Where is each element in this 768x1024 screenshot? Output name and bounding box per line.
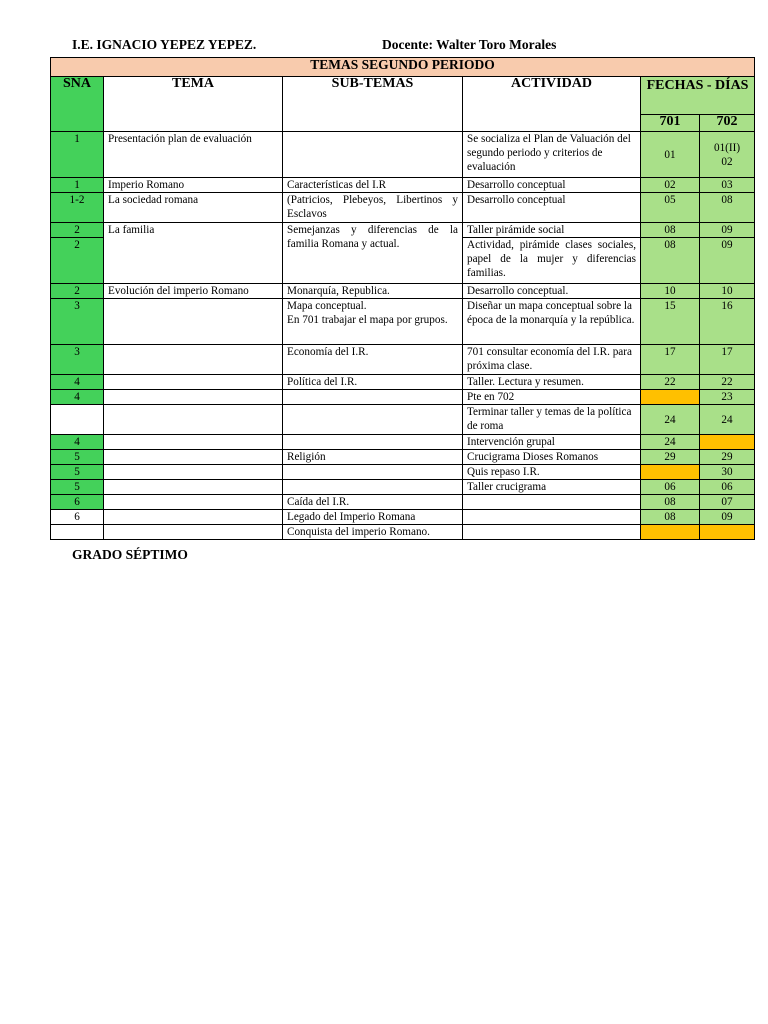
actividad-cell bbox=[463, 525, 641, 540]
actividad-cell: 701 consultar economía del I.R. para próxima clase. bbox=[463, 345, 641, 375]
sna-cell: 1-2 bbox=[51, 193, 104, 223]
date-701-cell bbox=[641, 525, 700, 540]
actividad-cell: Quis repaso I.R. bbox=[463, 465, 641, 480]
date-702-cell: 29 bbox=[700, 450, 755, 465]
page-header bbox=[72, 37, 712, 55]
actividad-cell bbox=[463, 495, 641, 510]
school-name: I.E. IGNACIO YEPEZ YEPEZ. bbox=[72, 37, 257, 52]
date-701-cell: 08 bbox=[641, 223, 700, 238]
tema-cell: Imperio Romano bbox=[104, 178, 283, 193]
tema-cell bbox=[104, 495, 283, 510]
table-row bbox=[51, 465, 755, 480]
col-tema-header: TEMA bbox=[104, 77, 283, 132]
table-row bbox=[51, 132, 755, 178]
actividad-cell: Diseñar un mapa conceptual sobre la época de la monarquía y la república. bbox=[463, 299, 641, 345]
sna-cell: 2 bbox=[51, 284, 104, 299]
date-701-cell: 29 bbox=[641, 450, 700, 465]
col-actividad-header: ACTIVIDAD bbox=[463, 77, 641, 132]
col-fechas-header: FECHAS - DÍAS bbox=[641, 77, 755, 115]
subtema-cell: Religión bbox=[283, 450, 463, 465]
subtema-cell bbox=[283, 465, 463, 480]
date-702-cell bbox=[700, 435, 755, 450]
date-702-cell: 06 bbox=[700, 480, 755, 495]
subtema-cell: Política del I.R. bbox=[283, 375, 463, 390]
date-701-cell: 01 bbox=[641, 132, 700, 178]
grade-label: GRADO SÉPTIMO bbox=[72, 547, 188, 562]
subtema-cell bbox=[283, 405, 463, 435]
date-702-cell: 08 bbox=[700, 193, 755, 223]
table-title-row bbox=[51, 58, 755, 77]
date-701-cell: 10 bbox=[641, 284, 700, 299]
sna-cell: 4 bbox=[51, 435, 104, 450]
subtema-cell: (Patricios, Plebeyos, Libertinos y Esclavos bbox=[283, 193, 463, 223]
actividad-cell: Crucigrama Dioses Romanos bbox=[463, 450, 641, 465]
sna-cell: 1 bbox=[51, 132, 104, 178]
table-row bbox=[51, 525, 755, 540]
sna-cell: 3 bbox=[51, 345, 104, 375]
subtema-cell: Caída del I.R. bbox=[283, 495, 463, 510]
date-702-cell: 07 bbox=[700, 495, 755, 510]
date-702-cell: 09 bbox=[700, 238, 755, 284]
table-row bbox=[51, 375, 755, 390]
sna-cell: 5 bbox=[51, 480, 104, 495]
actividad-cell: Desarrollo conceptual bbox=[463, 193, 641, 223]
date-701-cell: 08 bbox=[641, 238, 700, 284]
subtema-cell bbox=[283, 480, 463, 495]
table-row bbox=[51, 405, 755, 435]
subtema-cell: Economía del I.R. bbox=[283, 345, 463, 375]
tema-cell bbox=[104, 345, 283, 375]
tema-cell bbox=[104, 390, 283, 405]
date-701-cell: 17 bbox=[641, 345, 700, 375]
date-701-cell: 02 bbox=[641, 178, 700, 193]
table-row bbox=[51, 299, 755, 345]
subtema-line: Mapa conceptual. bbox=[287, 300, 367, 312]
tema-cell: La familia bbox=[104, 223, 283, 284]
subtema-cell: Semejanzas y diferencias de la familia Romana y actual. bbox=[283, 223, 463, 284]
sna-cell: 4 bbox=[51, 375, 104, 390]
sna-cell: 5 bbox=[51, 450, 104, 465]
date-701-cell bbox=[641, 390, 700, 405]
date-702-cell: 22 bbox=[700, 375, 755, 390]
actividad-cell bbox=[463, 510, 641, 525]
sna-cell: 6 bbox=[51, 495, 104, 510]
column-header-row bbox=[51, 77, 755, 115]
col-sna-header: SNA bbox=[51, 77, 104, 132]
date-702-cell: 24 bbox=[700, 405, 755, 435]
subtema-cell bbox=[283, 132, 463, 178]
sna-cell: 3 bbox=[51, 299, 104, 345]
tema-cell bbox=[104, 525, 283, 540]
table-row bbox=[51, 193, 755, 223]
teacher-name: Docente: Walter Toro Morales bbox=[382, 37, 557, 52]
sna-cell: 5 bbox=[51, 465, 104, 480]
date-702-cell: 10 bbox=[700, 284, 755, 299]
actividad-cell: Actividad, pirámide clases sociales, papel de la mujer y diferencias familias. bbox=[463, 238, 641, 284]
date-701-cell: 08 bbox=[641, 495, 700, 510]
actividad-cell: Taller. Lectura y resumen. bbox=[463, 375, 641, 390]
date-701-cell: 24 bbox=[641, 405, 700, 435]
date-702-cell: 03 bbox=[700, 178, 755, 193]
subtema-cell: Características del I.R bbox=[283, 178, 463, 193]
actividad-cell: Taller crucigrama bbox=[463, 480, 641, 495]
subtema-cell: Legado del Imperio Romana bbox=[283, 510, 463, 525]
table-row bbox=[51, 435, 755, 450]
date-701-cell: 24 bbox=[641, 435, 700, 450]
tema-cell bbox=[104, 480, 283, 495]
table-row bbox=[51, 510, 755, 525]
date-702-cell: 17 bbox=[700, 345, 755, 375]
col-701-header: 701 bbox=[641, 115, 700, 132]
tema-cell bbox=[104, 510, 283, 525]
actividad-cell: Se socializa el Plan de Valuación del segundo periodo y criterios de evaluación bbox=[463, 132, 641, 178]
date-702-cell: 16 bbox=[700, 299, 755, 345]
date-701-cell: 15 bbox=[641, 299, 700, 345]
sna-cell: 2 bbox=[51, 223, 104, 238]
actividad-cell: Pte en 702 bbox=[463, 390, 641, 405]
date-702-cell bbox=[700, 525, 755, 540]
sna-cell: 4 bbox=[51, 390, 104, 405]
table-row bbox=[51, 495, 755, 510]
tema-cell bbox=[104, 450, 283, 465]
subtema-cell bbox=[283, 299, 463, 345]
tema-cell bbox=[104, 375, 283, 390]
subtema-line: En 701 trabajar el mapa por grupos. bbox=[287, 314, 448, 326]
date-702-cell bbox=[700, 132, 755, 178]
actividad-cell: Desarrollo conceptual bbox=[463, 178, 641, 193]
subtema-cell bbox=[283, 390, 463, 405]
date-701-cell bbox=[641, 465, 700, 480]
actividad-cell: Taller pirámide social bbox=[463, 223, 641, 238]
date-701-cell: 22 bbox=[641, 375, 700, 390]
actividad-cell: Terminar taller y temas de la política de roma bbox=[463, 405, 641, 435]
sna-cell: 1 bbox=[51, 178, 104, 193]
tema-cell bbox=[104, 299, 283, 345]
table-row bbox=[51, 480, 755, 495]
sna-cell: 6 bbox=[51, 510, 104, 525]
table-row bbox=[51, 284, 755, 299]
table-title: TEMAS SEGUNDO PERIODO bbox=[51, 58, 755, 77]
date-702-cell: 09 bbox=[700, 510, 755, 525]
sna-cell bbox=[51, 525, 104, 540]
table-row bbox=[51, 450, 755, 465]
table-row bbox=[51, 223, 755, 238]
sna-cell bbox=[51, 405, 104, 435]
date-702-cell: 09 bbox=[700, 223, 755, 238]
tema-cell: Evolución del imperio Romano bbox=[104, 284, 283, 299]
date-701-cell: 06 bbox=[641, 480, 700, 495]
tema-cell: Presentación plan de evaluación bbox=[104, 132, 283, 178]
actividad-cell: Desarrollo conceptual. bbox=[463, 284, 641, 299]
tema-cell bbox=[104, 435, 283, 450]
date-702-second: 02 bbox=[721, 155, 733, 168]
tema-cell bbox=[104, 465, 283, 480]
date-701-cell: 08 bbox=[641, 510, 700, 525]
tema-cell bbox=[104, 405, 283, 435]
col-702-header: 702 bbox=[700, 115, 755, 132]
date-701-cell: 05 bbox=[641, 193, 700, 223]
table-row bbox=[51, 390, 755, 405]
subtema-cell bbox=[283, 435, 463, 450]
date-702-first: 01(II) bbox=[713, 141, 741, 154]
sna-cell: 2 bbox=[51, 238, 104, 284]
date-702-cell: 23 bbox=[700, 390, 755, 405]
table-row bbox=[51, 178, 755, 193]
tema-cell: La sociedad romana bbox=[104, 193, 283, 223]
topics-table bbox=[50, 57, 755, 540]
subtema-cell: Conquista del imperio Romano. bbox=[283, 525, 463, 540]
date-702-cell: 30 bbox=[700, 465, 755, 480]
col-subtemas-header: SUB-TEMAS bbox=[283, 77, 463, 132]
subtema-cell: Monarquía, Republica. bbox=[283, 284, 463, 299]
actividad-cell: Intervención grupal bbox=[463, 435, 641, 450]
table-row bbox=[51, 345, 755, 375]
